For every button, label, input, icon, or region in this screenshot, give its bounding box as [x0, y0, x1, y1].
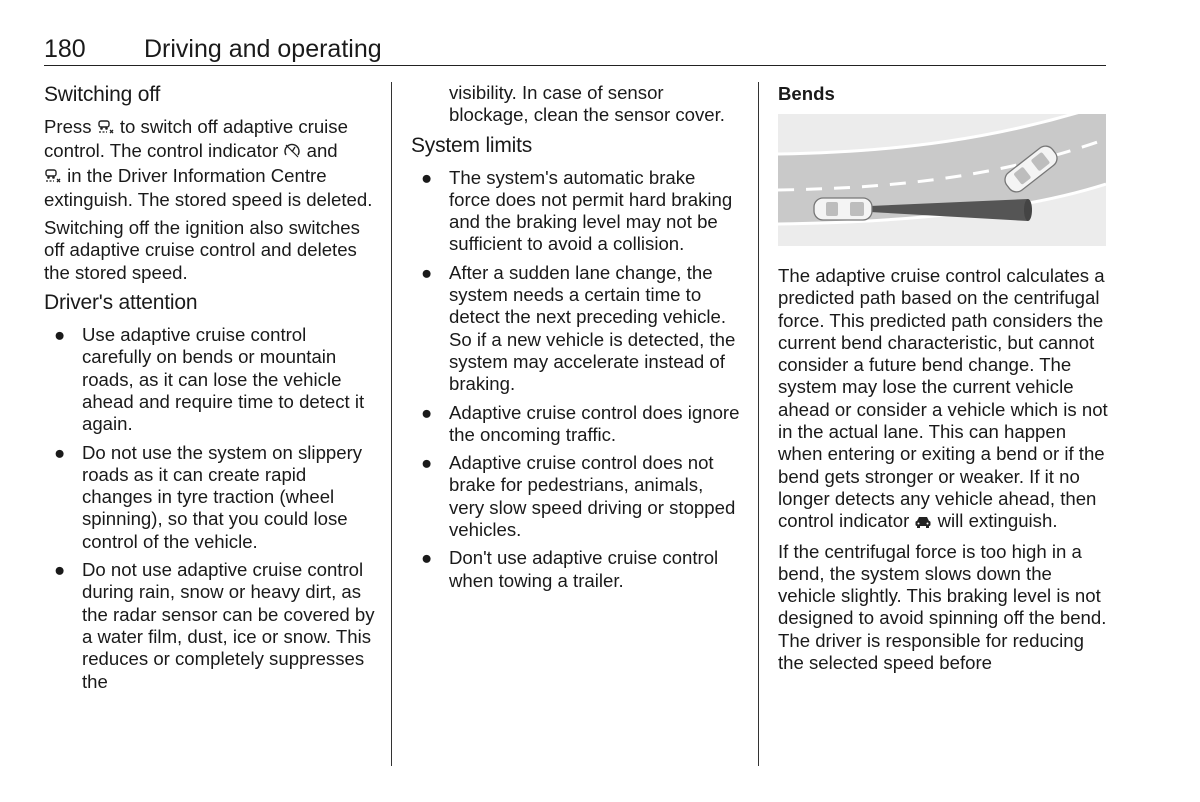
section-heading-bends: Bends [778, 83, 835, 104]
bullet-icon: ● [421, 401, 433, 423]
list-item [44, 442, 376, 553]
column-right [778, 82, 1108, 680]
switching-off-paragraph [44, 116, 376, 211]
list-item [44, 324, 376, 435]
list-item [411, 167, 741, 256]
page-number: 180 [44, 35, 86, 63]
continuation-text: visibility. In case of sensor blockage, clean the sensor cover. [449, 82, 725, 126]
list-item-text: Adaptive cruise control does not brake for pedestrians, animals, very slow speed driving or stopped vehicles. [449, 452, 736, 541]
chapter-title: Driving and operating [144, 35, 382, 63]
bullet-icon: ● [421, 166, 433, 188]
list-item-text: Do not use the system on slippery roads as it can create rapid changes in tyre traction (wheel spinning), so that you could lose control of the vehicle. [82, 441, 363, 552]
bullet-icon: ● [54, 441, 66, 463]
list-item [411, 452, 741, 541]
text-run: Press [44, 116, 92, 137]
bends-paragraph-2: If the centrifugal force is too high in a bend, the system slows down the vehicle slightly. This braking level is not designed to avoid spinning off the bend. The driver is responsible for reducing the selected speed before [778, 540, 1107, 674]
bend-illustration [778, 114, 1106, 246]
ignition-paragraph: Switching off the ignition also switches off adaptive cruise control and deletes the stored speed. [44, 217, 360, 283]
bullet-icon: ● [54, 324, 66, 346]
list-item [411, 547, 741, 592]
section-heading-drivers-attention: Driver's attention [44, 291, 198, 315]
list-item-text: Use adaptive cruise control carefully on bends or mountain roads, as it can lose the vehicle ahead and require time to detect it again. [82, 324, 365, 435]
list-item-text: Don't use adaptive cruise control when towing a trailer. [449, 547, 719, 591]
column-left [44, 82, 376, 699]
bends-paragraph-1 [778, 265, 1108, 535]
bullet-icon: ● [421, 261, 433, 283]
text-run: in the Driver Information Centre extinguish. The stored speed is deleted. [44, 164, 373, 210]
column-divider [391, 82, 392, 766]
drivers-attention-list [44, 324, 376, 693]
section-heading-switching-off: Switching off [44, 83, 161, 106]
list-item [411, 262, 741, 396]
section-heading-system-limits: System limits [411, 133, 533, 157]
list-item-text: Adaptive cruise control does ignore the oncoming traffic. [449, 401, 740, 445]
text-run: will extinguish. [937, 510, 1058, 532]
list-item-text: Do not use adaptive cruise control during rain, snow or heavy dirt, as the radar sensor can be covered by a water film, dust, ice or snow. This reduces or completely suppresses the [82, 559, 375, 692]
text-run: The adaptive cruise control calculates a predicted path based on the centrifugal force. This predicted path considers the current bend characteristic, but cannot consider a future bend change. The system may lose the current vehicle ahead or consider a vehicle which is not in the actual lane. This can happen when entering or exiting a bend or if the bend gets stronger or weaker. If it no longer detects any vehicle ahead, then control indicator [778, 265, 1108, 532]
bullet-icon: ● [421, 547, 433, 569]
text-run: to switch off adaptive cruise control. The control indicator [44, 116, 348, 162]
bullet-icon: ● [421, 452, 433, 474]
bullet-icon: ● [54, 559, 66, 581]
list-item-text: After a sudden lane change, the system needs a certain time to detect the next preceding vehicle. So if a new vehicle is detected, the system may accelerate instead of braking. [449, 261, 736, 395]
system-limits-list [411, 167, 741, 592]
list-item [44, 559, 376, 693]
text-run: and [306, 140, 338, 162]
column-middle [411, 82, 741, 598]
list-item [411, 402, 741, 447]
cruise-control-icon [97, 118, 115, 140]
list-item-text: The system's automatic brake force does not permit hard braking and the braking level may not be sufficient to avoid a collision. [449, 166, 733, 255]
cruise-control-icon [44, 167, 62, 189]
page-header [44, 33, 1106, 66]
column-divider [758, 82, 759, 766]
vehicle-ahead-icon [914, 512, 932, 534]
speedometer-off-icon [283, 142, 301, 164]
